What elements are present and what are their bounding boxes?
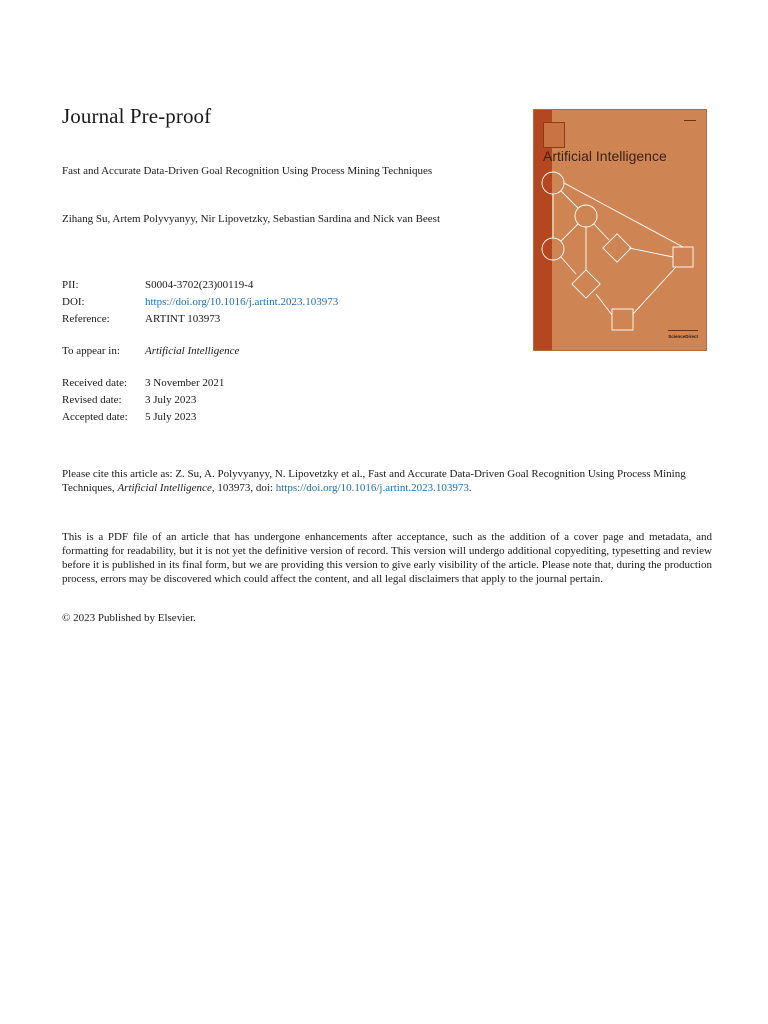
doi-link[interactable]: https://doi.org/10.1016/j.artint.2023.103973 — [145, 296, 339, 308]
article-title: Fast and Accurate Data-Driven Goal Recognition Using Process Mining Techniques — [62, 165, 433, 177]
citation-prefix: Please cite this article as: Z. Su, A. Polyvyanyy, N. Lipovetzky et al., Fast and Accurate Data-Driven Goal Recognition Using Process Mining Techniques, — [62, 468, 686, 494]
pii-value: S0004-3702(23)00119-4 — [145, 279, 254, 291]
pii-label: PII: — [62, 279, 79, 291]
appear-in-label: To appear in: — [62, 345, 120, 357]
cover-edge — [594, 224, 609, 240]
disclaimer-paragraph: This is a PDF file of an article that has undergone enhancements after acceptance, such as the addition of a cover page and metadata, and formatting for readability, but it is not yet the definitive version of record. This version will undergo additional copyediting, typesetting and review before it is published in its final form, but we are providing this version to give early visibility of the article. Please note that, during the production process, errors may be discovered which could affect the content, and all legal disclaimers that apply to the journal pertain. — [62, 531, 712, 585]
citation-suffix: . — [468, 482, 472, 494]
received-date-value: 3 November 2021 — [145, 377, 225, 389]
citation-journal: Artificial Intelligence — [117, 482, 212, 494]
revised-date-label: Revised date: — [62, 394, 122, 406]
received-date-label: Received date: — [62, 377, 128, 389]
reference-value: ARTINT 103973 — [145, 313, 221, 325]
accepted-date-label: Accepted date: — [62, 411, 128, 423]
cover-journal-title: Artificial Intelligence — [543, 148, 667, 164]
citation-paragraph — [62, 467, 712, 495]
cover-issn-text: ▬▬▬▬ — [684, 118, 696, 122]
appear-in-value: Artificial Intelligence — [145, 345, 240, 357]
reference-label: Reference: — [62, 313, 110, 325]
cover-node-circle-1 — [542, 172, 564, 194]
article-authors: Zihang Su, Artem Polyvyanyy, Nir Lipovetzky, Sebastian Sardina and Nick van Beest — [62, 213, 441, 225]
cover-edge — [561, 191, 578, 208]
accepted-date-value: 5 July 2023 — [145, 411, 197, 423]
citation-doi-link[interactable]: https://doi.org/10.1016/j.artint.2023.103973 — [275, 482, 469, 494]
citation-middle: , 103973, doi: — [211, 482, 276, 494]
copyright-notice: © 2023 Published by Elsevier. — [62, 612, 196, 624]
cover-sciencedirect-brand: ScienceDirect — [668, 334, 698, 339]
cover-node-square-2 — [612, 309, 633, 330]
doi-label: DOI: — [62, 296, 85, 308]
cover-node-circle-3 — [542, 238, 564, 260]
cover-process-diagram — [534, 110, 706, 350]
journal-pre-proof-heading: Journal Pre-proof — [62, 104, 212, 128]
cover-edge — [633, 267, 676, 314]
cover-node-circle-2 — [575, 205, 597, 227]
revised-date-value: 3 July 2023 — [145, 394, 197, 406]
cover-node-diamond-2 — [572, 270, 600, 298]
cover-edge — [561, 257, 576, 274]
cover-footer-small-text: ▬▬▬▬▬▬▬▬▬▬ — [668, 328, 698, 332]
cover-edge — [596, 294, 612, 315]
cover-edge — [561, 224, 578, 241]
cover-edge — [629, 248, 673, 257]
cover-node-square-1 — [673, 247, 693, 267]
cover-edge — [564, 183, 683, 247]
journal-cover-image — [534, 110, 706, 350]
